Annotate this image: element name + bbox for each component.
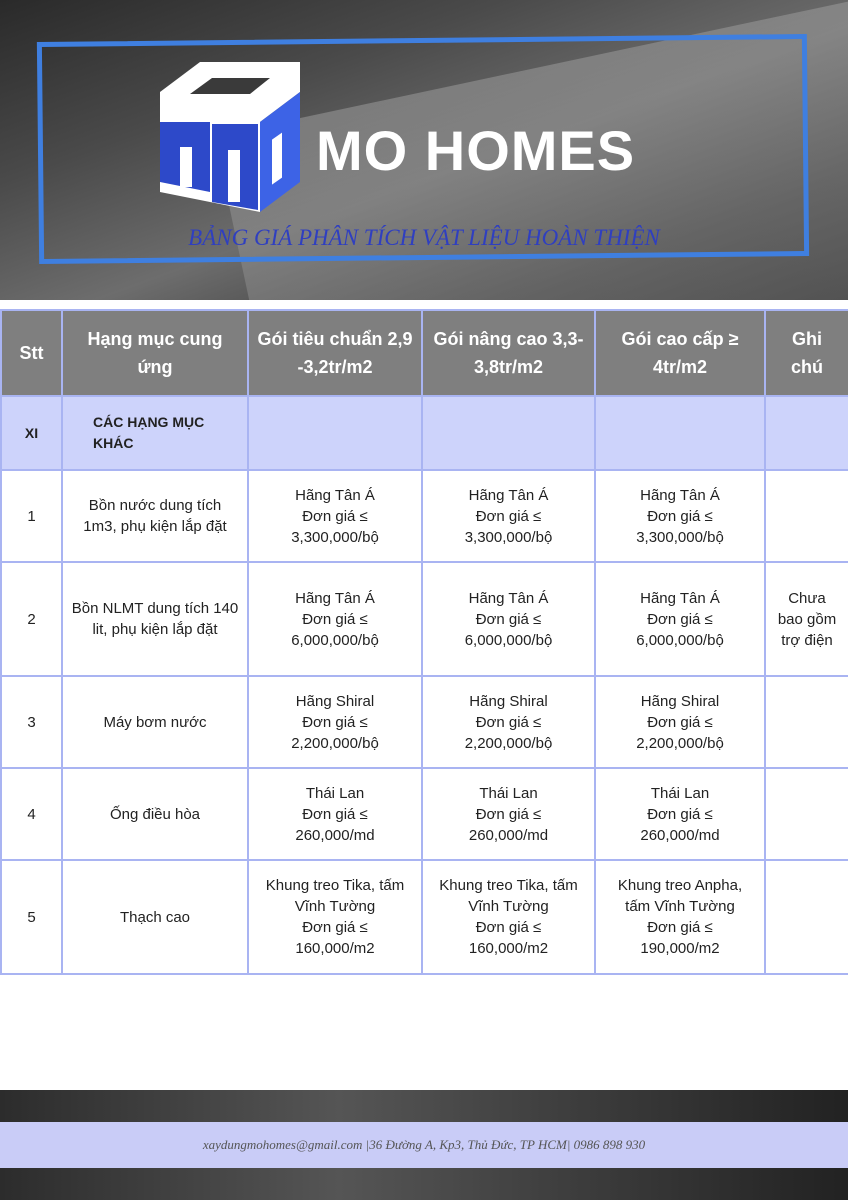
- cell-item: Máy bơm nước: [62, 676, 248, 768]
- table-row: [1, 562, 848, 676]
- cell-item: Bồn NLMT dung tích 140 lit, phụ kiện lắp đặt: [62, 562, 248, 676]
- cell-standard: Hãng Tân Á Đơn giá ≤ 3,300,000/bộ: [248, 470, 422, 562]
- cell-premium: Hãng Shiral Đơn giá ≤ 2,200,000/bộ: [595, 676, 765, 768]
- brand-name: MO HOMES: [316, 119, 636, 182]
- cell-note: [765, 470, 848, 562]
- cell-standard: Khung treo Tika, tấm Vĩnh Tường Đơn giá ≤ 160,000/m2: [248, 860, 422, 974]
- table-row: [1, 676, 848, 768]
- col-header-advanced: Gói nâng cao 3,3-3,8tr/m2: [422, 310, 595, 396]
- col-header-note: Ghi chú: [765, 310, 848, 396]
- mo-homes-logo-icon: [150, 52, 310, 222]
- cell-stt: 2: [1, 562, 62, 676]
- cell-note: [765, 676, 848, 768]
- section-empty-cell: [248, 396, 422, 470]
- col-header-stt: Stt: [1, 310, 62, 396]
- cell-advanced: Khung treo Tika, tấm Vĩnh Tường Đơn giá ≤ 160,000/m2: [422, 860, 595, 974]
- cell-note: [765, 860, 848, 974]
- col-header-premium: Gói cao cấp ≥ 4tr/m2: [595, 310, 765, 396]
- cell-item: Bồn nước dung tích 1m3, phụ kiện lắp đặt: [62, 470, 248, 562]
- cell-advanced: Hãng Tân Á Đơn giá ≤ 3,300,000/bộ: [422, 470, 595, 562]
- cell-premium: Hãng Tân Á Đơn giá ≤ 3,300,000/bộ: [595, 470, 765, 562]
- cell-stt: 1: [1, 470, 62, 562]
- col-header-standard: Gói tiêu chuẩn 2,9 -3,2tr/m2: [248, 310, 422, 396]
- cell-advanced: Hãng Tân Á Đơn giá ≤ 6,000,000/bộ: [422, 562, 595, 676]
- section-empty-cell: [765, 396, 848, 470]
- cell-premium: Thái Lan Đơn giá ≤ 260,000/md: [595, 768, 765, 860]
- col-header-item: Hạng mục cung ứng: [62, 310, 248, 396]
- table-header-row: [1, 310, 848, 396]
- footer-contact: xaydungmohomes@gmail.com |36 Đường A, Kp3, Thủ Đức, TP HCM| 0986 898 930: [202, 1137, 646, 1152]
- section-row: [1, 396, 848, 470]
- cell-standard: Hãng Tân Á Đơn giá ≤ 6,000,000/bộ: [248, 562, 422, 676]
- cell-stt: 4: [1, 768, 62, 860]
- table-row: [1, 470, 848, 562]
- cell-advanced: Hãng Shiral Đơn giá ≤ 2,200,000/bộ: [422, 676, 595, 768]
- cell-stt: 5: [1, 860, 62, 974]
- price-table: [0, 309, 848, 975]
- section-stt: XI: [1, 396, 62, 470]
- cell-standard: Hãng Shiral Đơn giá ≤ 2,200,000/bộ: [248, 676, 422, 768]
- section-empty-cell: [595, 396, 765, 470]
- page-title: BẢNG GIÁ PHÂN TÍCH VẬT LIỆU HOÀN THIỆN: [188, 225, 660, 250]
- header-divider: [0, 300, 848, 309]
- table-row: [1, 860, 848, 974]
- section-title: CÁC HẠNG MỤC KHÁC: [62, 396, 248, 470]
- cell-item: Thạch cao: [62, 860, 248, 974]
- cell-premium: Khung treo Anpha, tấm Vĩnh Tường Đơn giá ≤ 190,000/m2: [595, 860, 765, 974]
- table-row: [1, 768, 848, 860]
- cell-standard: Thái Lan Đơn giá ≤ 260,000/md: [248, 768, 422, 860]
- cell-stt: 3: [1, 676, 62, 768]
- header-banner: [0, 0, 848, 300]
- cell-advanced: Thái Lan Đơn giá ≤ 260,000/md: [422, 768, 595, 860]
- cell-item: Ống điều hòa: [62, 768, 248, 860]
- cell-premium: Hãng Tân Á Đơn giá ≤ 6,000,000/bộ: [595, 562, 765, 676]
- cell-note: Chưa bao gồm trợ điện: [765, 562, 848, 676]
- cell-note: [765, 768, 848, 860]
- section-empty-cell: [422, 396, 595, 470]
